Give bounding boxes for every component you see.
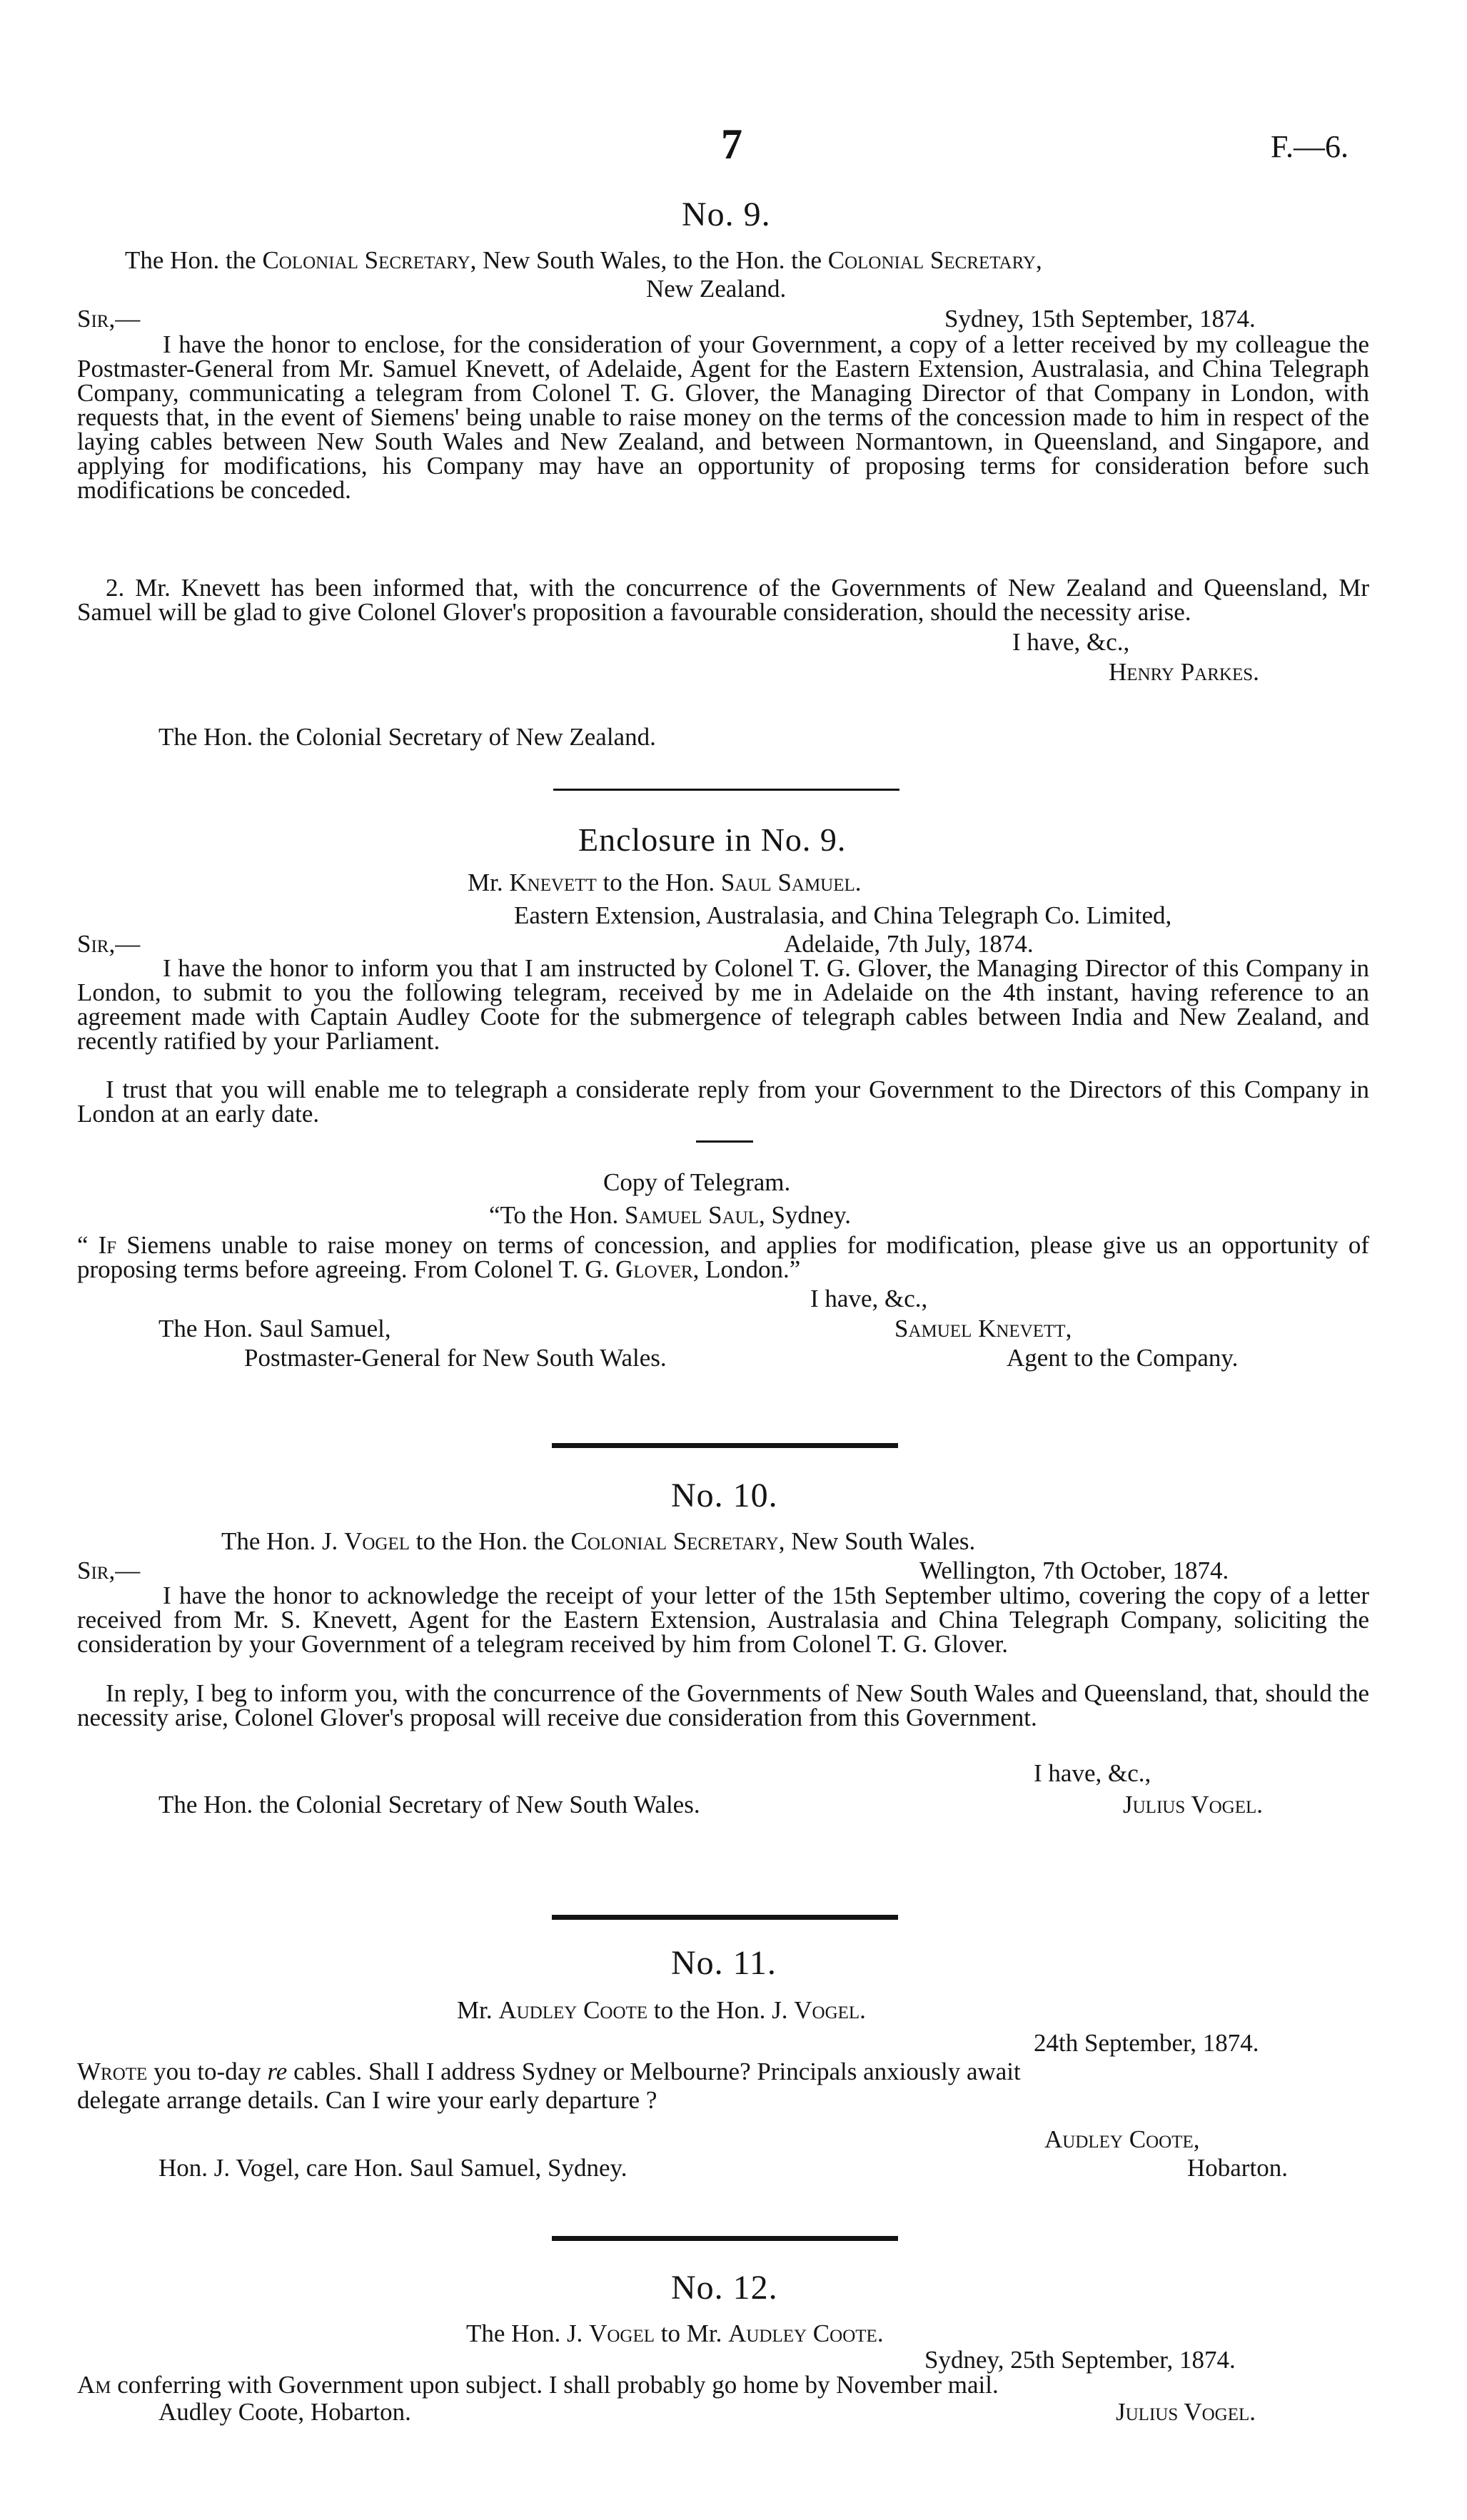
addressee: Hon. J. Vogel, care Hon. Saul Samuel, Sydney. bbox=[158, 2154, 627, 2182]
letter-heading-no11: No. 11. bbox=[671, 1944, 777, 1982]
letter-title-no9: The Hon. the Colonial Secretary, New South Wales, to the Hon. the Colonial Secretary, bbox=[125, 246, 1042, 274]
letter-heading-no12: No. 12. bbox=[671, 2269, 778, 2307]
closing: I have, &c., bbox=[1034, 1759, 1151, 1787]
signature: Julius Vogel. bbox=[1123, 1791, 1264, 1818]
letter-title-no10: The Hon. J. Vogel to the Hon. the Colonial Secretary, New South Wales. bbox=[221, 1527, 976, 1555]
page-number: 7 bbox=[721, 121, 742, 168]
letter-title-no12: The Hon. J. Vogel to Mr. Audley Coote. bbox=[466, 2319, 884, 2347]
dateline: Wellington, 7th October, 1874. bbox=[919, 1557, 1229, 1584]
paragraph: I have the honor to acknowledge the receipt of your letter of the 15th September ultimo, covering the copy of a letter received from Mr. S. Knevett, Agent for the Eastern Extension, Australasia and China Telegraph Company, soliciting the consideration by your Government of a telegram received by him from Colonel T. G. Glover. bbox=[77, 1582, 1369, 1658]
letter-heading-no9: No. 9. bbox=[682, 196, 771, 233]
dateline: Adelaide, 7th July, 1874. bbox=[784, 930, 1034, 958]
enclosure-heading: Enclosure in No. 9. bbox=[578, 821, 847, 858]
divider bbox=[552, 1915, 898, 1920]
salutation: Sir,— bbox=[77, 1557, 141, 1584]
signature: Julius Vogel. bbox=[1116, 2398, 1256, 2426]
paragraph: In reply, I beg to inform you, with the concurrence of the Governments of New South Wales and Queensland, that, should the necessity arise, Colonel Glover's proposal will receive due consideration from this Government. bbox=[77, 1679, 1369, 1731]
copy-title: Copy of Telegram. bbox=[603, 1168, 791, 1196]
divider bbox=[552, 1443, 898, 1448]
paragraph: I have the honor to inform you that I am instructed by Colonel T. G. Glover, the Managing Director of this Company in London, to submit to you the following telegram, received by me in Adelaide on the 4th instant, having reference to an agreement made with Captain Audley Coote for the submergence of telegraph cables between India and New Zealand, and recently ratified by your Parliament. bbox=[77, 954, 1369, 1055]
letter-title-no9-line2: New Zealand. bbox=[646, 275, 787, 303]
dateline: Sydney, 25th September, 1874. bbox=[924, 2346, 1236, 2374]
telegram-text: “ If Siemens unable to raise money on terms of concession, and applies for modification, please give us an opportunity of proposing terms before agreeing. From Colonel T. G. Glover, London.” bbox=[77, 1231, 1370, 1283]
salutation: Sir,— bbox=[77, 930, 141, 958]
telegram-text-line2: delegate arrange details. Can I wire your early departure ? bbox=[77, 2086, 657, 2114]
addressee: The Hon. the Colonial Secretary of New Zealand. bbox=[158, 723, 656, 751]
signature: Audley Coote, bbox=[1044, 2125, 1200, 2153]
letter-title-no11: Mr. Audley Coote to the Hon. J. Vogel. bbox=[457, 1996, 866, 2024]
addressee: The Hon. the Colonial Secretary of New South Wales. bbox=[158, 1791, 700, 1818]
paragraph: I have the honor to enclose, for the consideration of your Government, a copy of a letter received by my colleague the Postmaster-General from Mr. Samuel Knevett, of Adelaide, Agent for the Eastern Extension, Australasia, and China Telegraph Company, communicating a telegram from Colonel T. G. Glover, the Managing Director of that Company in London, with requests that, in the event of Siemens' being unable to raise money on the terms of the concession made to him in respect of the laying cables between New South Wales and New Zealand, and between Normantown, in Queensland, and Singapore, and applying for modifications, his Company may have an opportunity of proposing terms for consideration before such modifications be conceded. bbox=[77, 330, 1369, 504]
signature-place: Hobarton. bbox=[1187, 2154, 1288, 2182]
signature: Henry Parkes. bbox=[1109, 658, 1259, 686]
divider bbox=[552, 2236, 898, 2241]
signature: Samuel Knevett, bbox=[894, 1315, 1072, 1342]
closing: I have, &c., bbox=[1012, 628, 1130, 656]
telegram-text: Am conferring with Government upon subject. I shall probably go home by November mail. bbox=[77, 2371, 999, 2399]
salutation: Sir,— bbox=[77, 305, 141, 333]
divider bbox=[696, 1140, 753, 1143]
paragraph: I trust that you will enable me to telegraph a considerate reply from your Government to the Directors of this Company in London at an early date. bbox=[77, 1076, 1369, 1128]
document-reference: F.—6. bbox=[1271, 129, 1348, 164]
addressee-title: Postmaster-General for New South Wales. bbox=[244, 1344, 667, 1372]
addressee: Audley Coote, Hobarton. bbox=[158, 2398, 411, 2426]
telegram-address: “To the Hon. Samuel Saul, Sydney. bbox=[489, 1201, 851, 1229]
divider bbox=[553, 789, 899, 791]
dateline: 24th September, 1874. bbox=[1034, 2029, 1259, 2057]
paragraph: 2. Mr. Knevett has been informed that, with the concurrence of the Governments of New Zealand and Queensland, Mr Samuel will be glad to give Colonel Glover's proposition a favourable consideration, should the necessity arise. bbox=[77, 574, 1369, 626]
closing: I have, &c., bbox=[810, 1285, 928, 1312]
enclosure-title: Mr. Knevett to the Hon. Saul Samuel. bbox=[468, 869, 862, 896]
addressee: The Hon. Saul Samuel, bbox=[158, 1315, 391, 1342]
company-line: Eastern Extension, Australasia, and China Telegraph Co. Limited, bbox=[514, 901, 1172, 929]
dateline: Sydney, 15th September, 1874. bbox=[944, 305, 1256, 333]
signature-title: Agent to the Company. bbox=[1007, 1344, 1239, 1372]
letter-heading-no10: No. 10. bbox=[671, 1477, 778, 1514]
telegram-text: Wrote you to-day re cables. Shall I address Sydney or Melbourne? Principals anxiously await bbox=[77, 2058, 1021, 2085]
